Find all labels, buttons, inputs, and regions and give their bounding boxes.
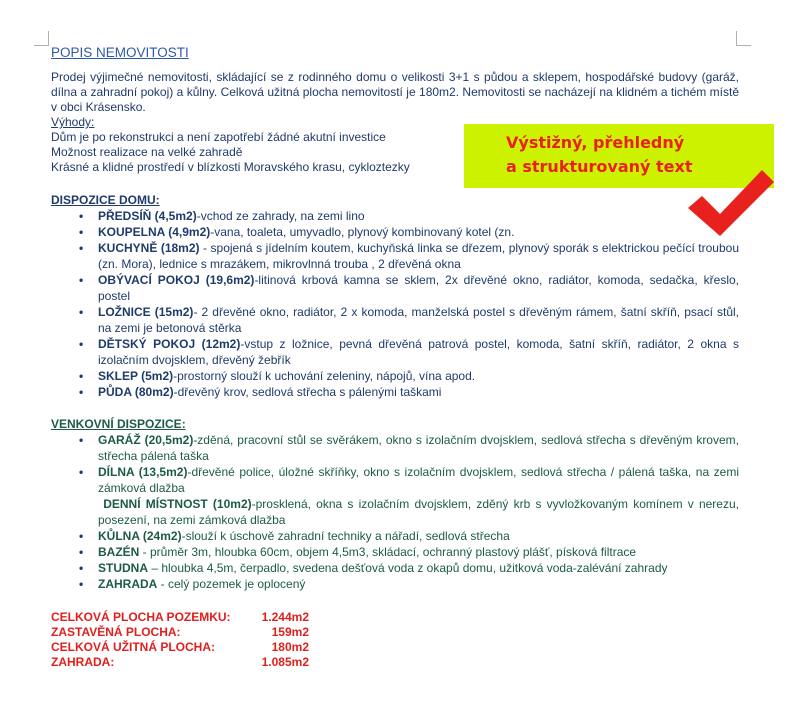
room-desc: -zděná, pracovní stůl se svěrákem, okno s izolačním dvojsklem, sedlová střecha s dřevěným krovem, střecha pálená taška <box>98 433 739 463</box>
room-desc: -vchod ze zahrady, na zemi lino <box>196 209 365 223</box>
list-item <box>79 240 739 272</box>
list-item <box>79 208 739 224</box>
totals-value: 159m2 <box>271 625 309 639</box>
list-item <box>79 464 739 496</box>
room-name: GARÁŽ (20,5m2) <box>98 433 194 447</box>
room-desc: - spojená s jídelním koutem, kuchyňská linka se dřezem, plynový sporák s elektrickou pečící troubou (zn. Mora), lednice s mrazákem, mikrovlnná trouba , 2 dřevěná okna <box>98 241 739 271</box>
list-item <box>79 304 739 336</box>
intro-paragraph: Prodej výjimečné nemovitosti, skládající se z rodinného domu o velikosti 3+1 s půdou a sklepem, hospodářské budovy (garáž, dílna a zahradní pokoj) a kůlny. Celková užitná plocha nemovitostí je 180m2. Nemovitosti se nacházejí na klidném a tichém místě v obci Krásensko. <box>51 70 739 114</box>
bullet-icon: • <box>79 433 84 447</box>
bullet-icon: • <box>79 273 84 287</box>
bullet-icon: • <box>79 337 84 351</box>
totals-value: 1.244m2 <box>261 610 309 624</box>
room-desc: -prosklená, okna s izolačním dvojsklem, zděný krb s vyvložkovaným komínem v nerezu, posezení, na zemi zámková dlažba <box>98 497 739 527</box>
bullet-icon: • <box>79 385 84 399</box>
room-desc: - průměr 3m, hloubka 60cm, objem 4,5m3, skládací, ochranný plastový plášť, písková filtrace <box>139 545 637 559</box>
room-name: ZAHRADA <box>98 577 158 591</box>
list-item <box>79 544 739 560</box>
room-name: DÍLNA (13,5m2) <box>98 465 188 479</box>
room-desc: -slouží k úschově zahradní techniky a nářadí, sedlová střecha <box>181 529 510 543</box>
margin-corner-top-left <box>34 31 49 46</box>
room-name: BAZÉN <box>98 545 140 559</box>
totals-value: 1.085m2 <box>261 655 309 669</box>
list-item <box>79 560 739 576</box>
totals-row <box>51 640 739 655</box>
room-name: SKLEP (5m2) <box>98 369 174 383</box>
room-desc: -dřevěné police, úložné skříňky, okno s izolačním dvojsklem, sedlová střecha / pálená taška, na zemi zámková dlažba <box>98 465 739 495</box>
bullet-icon: • <box>79 241 84 255</box>
room-desc: -vana, toaleta, umyvadlo, plynový kombinovaný kotel (zn. <box>210 225 515 239</box>
totals-block <box>51 610 739 670</box>
bullet-icon: • <box>79 225 84 239</box>
list-item <box>79 336 739 368</box>
list-item <box>98 496 739 528</box>
list-item <box>79 224 739 240</box>
bullet-icon: • <box>79 209 84 223</box>
room-name: STUDNA <box>98 561 148 575</box>
room-desc: -vstup z ložnice, pevná dřevěná patrová postel, komoda, šatní skříň, radiátor, 2 okna s izolačním dvojsklem, dřevěný žebřík <box>98 337 739 367</box>
room-name: KOUPELNA (4,9m2) <box>98 225 211 239</box>
vyhody-item: Dům je po rekonstrukci a není zapotřebí žádné akutní investice <box>51 130 386 144</box>
list-item <box>79 528 739 544</box>
venkovni-heading: VENKOVNÍ DISPOZICE: <box>51 417 186 431</box>
venkovni-list <box>51 432 739 592</box>
totals-label: ZAHRADA: <box>51 655 115 669</box>
bullet-icon: • <box>79 529 84 543</box>
totals-row <box>51 655 739 670</box>
document-title: POPIS NEMOVITOSTI <box>51 45 189 60</box>
dispozice-list <box>51 208 739 400</box>
list-item <box>79 576 739 592</box>
bullet-icon: • <box>79 305 84 319</box>
room-name: KUCHYNĚ (18m2) <box>98 241 200 255</box>
room-name: PŘEDSÍŇ (4,5m2) <box>98 209 197 223</box>
bullet-icon: • <box>79 465 84 479</box>
room-name: KŮLNA (24m2) <box>98 529 182 543</box>
bullet-icon: • <box>79 577 84 591</box>
totals-label: CELKOVÁ PLOCHA POZEMKU: <box>51 610 231 624</box>
room-desc: – hloubka 4,5m, čerpadlo, svedena dešťová voda z okapů domu, užitková voda-zalévání zahrady <box>148 561 668 575</box>
list-item <box>79 384 739 400</box>
dispozice-heading: DISPOZICE DOMU: <box>51 193 160 207</box>
room-desc: -prostorný slouží k uchování zeleniny, nápojů, vína apod. <box>173 369 476 383</box>
list-item <box>79 368 739 384</box>
totals-label: CELKOVÁ UŽITNÁ PLOCHA: <box>51 640 215 654</box>
room-name: DENNÍ MÍSTNOST (10m2) <box>103 497 252 511</box>
list-item <box>79 272 739 304</box>
room-desc: - celý pozemek je oplocený <box>157 577 306 591</box>
vyhody-item: Krásné a klidné prostředí v blízkosti Moravského krasu, cykloztezky <box>51 160 410 174</box>
bullet-icon: • <box>79 369 84 383</box>
room-name: OBÝVACÍ POKOJ (19,6m2) <box>98 273 255 287</box>
room-desc: - 2 dřevěné okno, radiátor, 2 x komoda, manželská postel s dřevěným rámem, šatní skříň, psací stůl, na zemi je betonová stěrka <box>98 305 739 335</box>
totals-label: ZASTAVĚNÁ PLOCHA: <box>51 625 181 639</box>
checkmark-icon <box>686 170 776 240</box>
callout-line-2: a strukturovaný text <box>506 157 693 176</box>
bullet-icon: • <box>79 545 84 559</box>
room-desc: -litinová krbová kamna se sklem, 2x dřevěné okno, radiátor, komoda, sedačka, křeslo, postel <box>98 273 739 303</box>
list-item <box>79 432 739 464</box>
totals-row <box>51 610 739 625</box>
room-name: DĚTSKÝ POKOJ (12m2) <box>98 337 241 351</box>
room-name: LOŽNICE (15m2) <box>98 305 194 319</box>
vyhody-item: Možnost realizace na velké zahradě <box>51 145 243 159</box>
bullet-icon: • <box>79 561 84 575</box>
vyhody-heading: Výhody: <box>51 115 95 129</box>
room-desc: -dřevěný krov, sedlová střecha s pálenými taškami <box>173 385 442 399</box>
totals-row <box>51 625 739 640</box>
callout-line-1: Výstižný, přehledný <box>506 133 685 152</box>
room-name: PŮDA (80m2) <box>98 385 174 399</box>
totals-value: 180m2 <box>271 640 309 654</box>
